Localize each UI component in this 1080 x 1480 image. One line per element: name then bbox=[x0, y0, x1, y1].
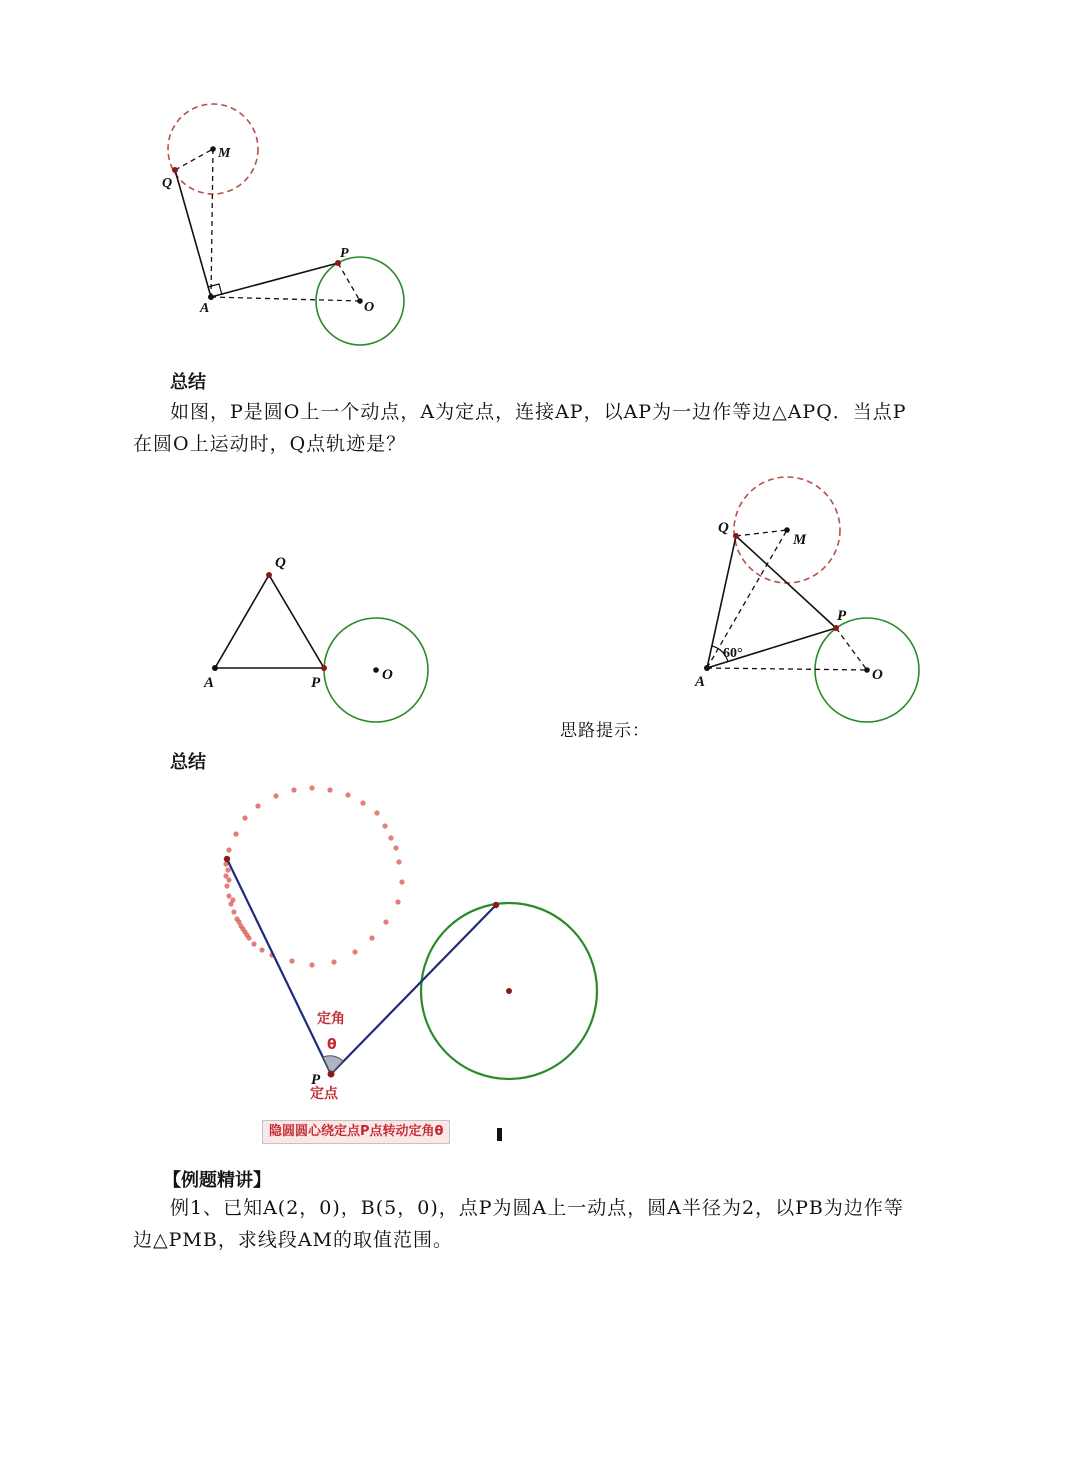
label-q-3: Q bbox=[718, 520, 729, 536]
fixed-point-p bbox=[328, 1071, 335, 1078]
trace-point-4 bbox=[224, 856, 230, 862]
segment-p-to-circle bbox=[331, 905, 496, 1074]
summary-line-1: 如图，P是圆O上一个动点，A为定点，连接AP，以AP为一边作等边△APQ．当点P bbox=[170, 401, 907, 423]
text-cursor bbox=[497, 1128, 502, 1141]
label-a: A bbox=[200, 301, 210, 316]
label-o-2: O bbox=[382, 667, 393, 683]
label-fixed-angle: 定角 bbox=[317, 1011, 345, 1027]
example-line-1: 例1、已知A(2，0)，B(5，0)，点P为圆A上一动点，圆A半径为2，以PB为边作等 bbox=[170, 1197, 904, 1219]
label-fixed-point: 定点 bbox=[310, 1086, 338, 1102]
label-p-2: P bbox=[311, 675, 321, 691]
summary-heading-2: 总结 bbox=[170, 752, 206, 773]
label-o-3: O bbox=[872, 667, 883, 683]
label-a-3: A bbox=[695, 674, 706, 690]
label-m: M bbox=[218, 146, 231, 161]
summary-heading-1: 总结 bbox=[170, 372, 206, 393]
label-q-2: Q bbox=[275, 555, 286, 571]
label-p-4: P bbox=[311, 1072, 321, 1088]
label-p-3: P bbox=[837, 608, 847, 624]
label-theta: θ bbox=[327, 1037, 337, 1053]
hidden-circle-trace bbox=[223, 785, 404, 967]
label-a-2: A bbox=[204, 675, 215, 691]
example-line-2: 边△PMB，求线段AM的取值范围。 bbox=[133, 1229, 453, 1251]
figure-4-caption: 隐圆圆心绕定点P点转动定角θ bbox=[262, 1120, 450, 1144]
example-heading: 【例题精讲】 bbox=[163, 1170, 271, 1191]
hint-text: 思路提示： bbox=[560, 721, 650, 741]
label-p: P bbox=[340, 246, 349, 261]
label-q: Q bbox=[162, 176, 173, 191]
label-o: O bbox=[364, 300, 375, 315]
label-angle-60: 60° bbox=[723, 646, 743, 661]
circle-center-4 bbox=[506, 988, 512, 994]
circle-point-4 bbox=[493, 902, 499, 908]
summary-line-2: 在圆O上运动时，Q点轨迹是？ bbox=[133, 433, 407, 455]
example-paragraph bbox=[133, 1192, 963, 1256]
label-m-3: M bbox=[793, 532, 807, 548]
segment-p-to-trace bbox=[227, 859, 331, 1074]
